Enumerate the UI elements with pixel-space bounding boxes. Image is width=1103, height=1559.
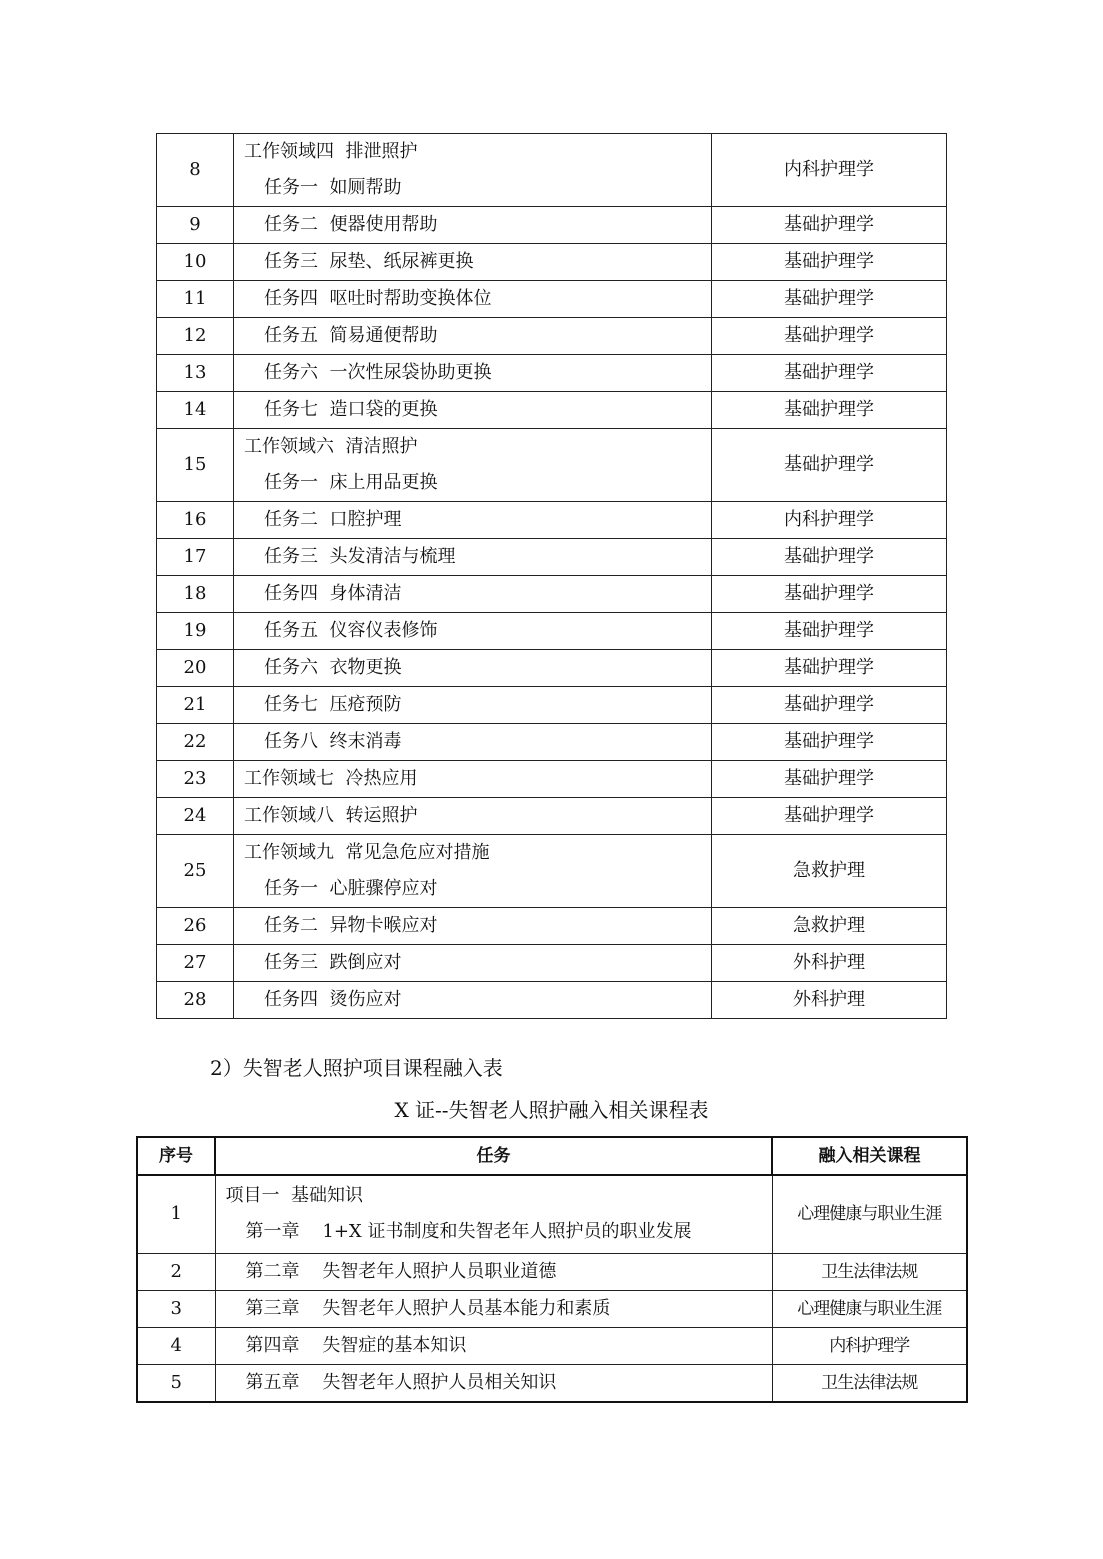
row-course: 基础护理学: [712, 429, 947, 502]
header-task: 任务: [215, 1137, 772, 1175]
row-task: [234, 835, 712, 908]
row-course: 内科护理学: [772, 1327, 967, 1364]
row-course: 内科护理学: [712, 502, 947, 539]
table-2-title: X 证--失智老人照护融入相关课程表: [394, 1098, 709, 1122]
task-line: 任务六 一次性尿袋协助更换: [264, 362, 492, 383]
row-number: 22: [157, 724, 234, 761]
table-row: [157, 835, 947, 908]
task-line: 任务六 衣物更换: [264, 657, 402, 678]
row-course: 基础护理学: [712, 244, 947, 281]
row-task: [234, 502, 712, 539]
row-course: 基础护理学: [712, 576, 947, 613]
task-line: 第三章 失智老年人照护人员基本能力和素质: [245, 1297, 611, 1319]
curriculum-table-2-body: [137, 1175, 967, 1402]
table-row: [157, 392, 947, 429]
row-number: 20: [157, 650, 234, 687]
task-line: 第五章 失智老年人照护人员相关知识: [245, 1371, 557, 1393]
task-line: 任务一 床上用品更换: [264, 472, 438, 493]
task-line: 工作领域四 排泄照护: [244, 141, 418, 162]
task-line: 第一章 1+X 证书制度和失智老年人照护员的职业发展: [245, 1221, 692, 1243]
row-task: [234, 244, 712, 281]
row-course: 基础护理学: [712, 539, 947, 576]
row-course: 心理健康与职业生涯: [772, 1290, 967, 1327]
row-task: [234, 281, 712, 318]
row-course: 基础护理学: [712, 613, 947, 650]
task-line: 任务四 呕吐时帮助变换体位: [264, 288, 492, 309]
row-task: [234, 134, 712, 207]
row-number: 9: [157, 207, 234, 244]
row-task: [234, 539, 712, 576]
task-line: 任务四 烫伤应对: [264, 989, 402, 1010]
row-course: 基础护理学: [712, 207, 947, 244]
task-line: 任务七 造口袋的更换: [264, 399, 438, 420]
table-row: [157, 650, 947, 687]
row-task: [234, 945, 712, 982]
curriculum-table-1: [156, 133, 947, 1019]
row-course: 急救护理: [712, 908, 947, 945]
row-task: [234, 687, 712, 724]
curriculum-table-1-body: [157, 134, 947, 1019]
task-line: 任务二 便器使用帮助: [264, 214, 438, 235]
table-row: [157, 244, 947, 281]
table-row: [137, 1364, 967, 1402]
row-task: [234, 982, 712, 1019]
row-task: [234, 650, 712, 687]
task-line: 工作领域七 冷热应用: [244, 768, 418, 789]
row-course: 卫生法律法规: [772, 1253, 967, 1290]
row-number: 25: [157, 835, 234, 908]
table-row: [157, 908, 947, 945]
row-task: [234, 318, 712, 355]
row-task: [234, 355, 712, 392]
row-number: 28: [157, 982, 234, 1019]
table-row: [157, 429, 947, 502]
task-line: 任务一 如厕帮助: [264, 177, 402, 198]
row-number: 16: [157, 502, 234, 539]
task-line: 第二章 失智老年人照护人员职业道德: [245, 1260, 557, 1282]
table-row: [157, 576, 947, 613]
section-heading: 2）失智老人照护项目课程融入表: [210, 1056, 503, 1080]
table-row: [157, 539, 947, 576]
table-row: [137, 1327, 967, 1364]
row-task: [215, 1364, 772, 1402]
table-row: [157, 982, 947, 1019]
row-number: 8: [157, 134, 234, 207]
table-row: [137, 1253, 967, 1290]
row-course: 急救护理: [712, 835, 947, 908]
row-number: 26: [157, 908, 234, 945]
row-course: 外科护理: [712, 982, 947, 1019]
row-number: 5: [137, 1364, 215, 1402]
task-line: 任务五 简易通便帮助: [264, 325, 438, 346]
row-number: 21: [157, 687, 234, 724]
table-row: [157, 134, 947, 207]
row-task: [215, 1175, 772, 1253]
row-task: [234, 613, 712, 650]
row-task: [215, 1290, 772, 1327]
row-number: 15: [157, 429, 234, 502]
table-row: [137, 1175, 967, 1253]
row-course: 基础护理学: [712, 724, 947, 761]
curriculum-table-2: [136, 1136, 968, 1403]
task-line: 工作领域九 常见急危应对措施: [244, 842, 490, 863]
task-line: 任务五 仪容仪表修饰: [264, 620, 438, 641]
row-course: 内科护理学: [712, 134, 947, 207]
task-line: 任务三 头发清洁与梳理: [264, 546, 456, 567]
header-course: 融入相关课程: [772, 1137, 967, 1175]
row-task: [234, 429, 712, 502]
row-task: [234, 761, 712, 798]
row-number: 2: [137, 1253, 215, 1290]
task-line: 任务二 口腔护理: [264, 509, 402, 530]
row-number: 1: [137, 1175, 215, 1253]
row-number: 3: [137, 1290, 215, 1327]
row-course: 基础护理学: [712, 392, 947, 429]
task-line: 任务四 身体清洁: [264, 583, 402, 604]
row-task: [234, 207, 712, 244]
row-number: 11: [157, 281, 234, 318]
row-course: 基础护理学: [712, 650, 947, 687]
row-course: 基础护理学: [712, 761, 947, 798]
row-course: 基础护理学: [712, 318, 947, 355]
table-row: [157, 318, 947, 355]
table-row: [157, 798, 947, 835]
table-row: [157, 724, 947, 761]
row-number: 4: [137, 1327, 215, 1364]
task-line: 任务三 跌倒应对: [264, 952, 402, 973]
row-course: 基础护理学: [712, 281, 947, 318]
row-task: [215, 1327, 772, 1364]
table-row: [157, 687, 947, 724]
row-course: 卫生法律法规: [772, 1364, 967, 1402]
table-row: [137, 1290, 967, 1327]
row-number: 27: [157, 945, 234, 982]
task-line: 项目一 基础知识: [225, 1185, 363, 1207]
row-number: 13: [157, 355, 234, 392]
row-number: 19: [157, 613, 234, 650]
row-number: 14: [157, 392, 234, 429]
row-number: 12: [157, 318, 234, 355]
table-row: [157, 761, 947, 798]
row-course: 基础护理学: [712, 355, 947, 392]
header-num: 序号: [137, 1137, 215, 1175]
row-task: [234, 798, 712, 835]
table-row: [157, 207, 947, 244]
row-number: 10: [157, 244, 234, 281]
row-number: 18: [157, 576, 234, 613]
table-row: [157, 355, 947, 392]
row-number: 23: [157, 761, 234, 798]
task-line: 工作领域八 转运照护: [244, 805, 418, 826]
row-course: 基础护理学: [712, 798, 947, 835]
row-task: [234, 908, 712, 945]
task-line: 第四章 失智症的基本知识: [245, 1334, 467, 1356]
table-row: [157, 613, 947, 650]
row-course: 心理健康与职业生涯: [772, 1175, 967, 1253]
row-task: [234, 576, 712, 613]
row-task: [215, 1253, 772, 1290]
row-course: 外科护理: [712, 945, 947, 982]
task-line: 任务七 压疮预防: [264, 694, 402, 715]
row-number: 24: [157, 798, 234, 835]
task-line: 任务八 终末消毒: [264, 731, 402, 752]
task-line: 工作领域六 清洁照护: [244, 436, 418, 457]
task-line: 任务二 异物卡喉应对: [264, 915, 438, 936]
row-course: 基础护理学: [712, 687, 947, 724]
table-row: [157, 502, 947, 539]
table-2-header-row: [137, 1137, 967, 1175]
table-row: [157, 945, 947, 982]
task-line: 任务三 尿垫、纸尿裤更换: [264, 251, 474, 272]
table-row: [157, 281, 947, 318]
row-task: [234, 724, 712, 761]
task-line: 任务一 心脏骤停应对: [264, 878, 438, 899]
row-number: 17: [157, 539, 234, 576]
row-task: [234, 392, 712, 429]
